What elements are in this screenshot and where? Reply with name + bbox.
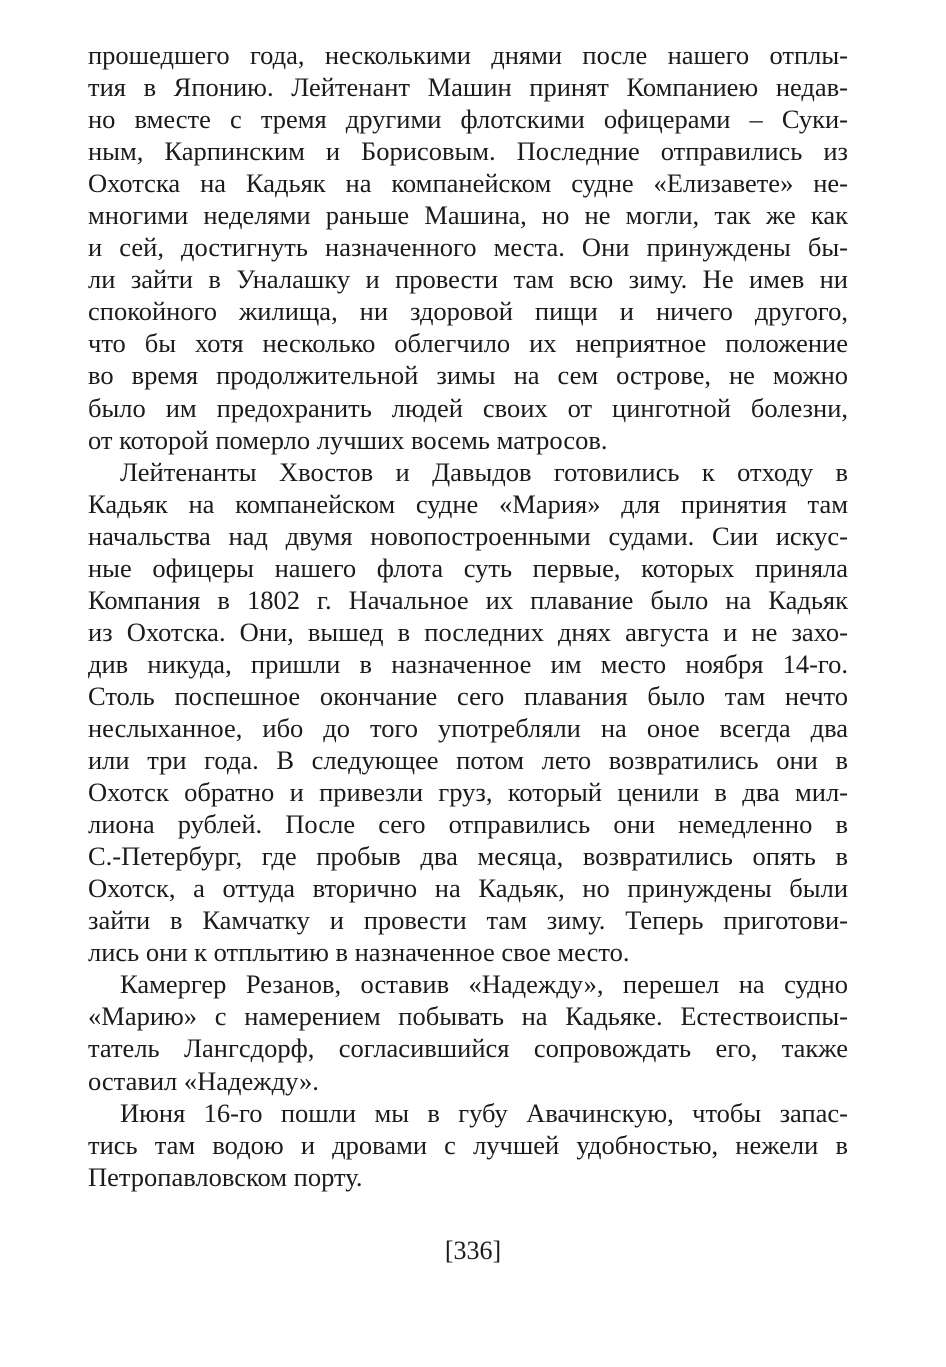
text-line: Кадьяк на компанейском судне «Мария» для принятия там [88, 488, 848, 519]
text-line: оставил «Надежду». [88, 1065, 319, 1096]
text-line: во время продолжительной зимы на сем острове, не можно [88, 360, 848, 391]
text-line: див никуда, пришли в назначенное им место ноября 14-го. [88, 648, 848, 679]
paragraph [88, 456, 848, 969]
text-line: Столь поспешное окончание сего плавания было там нечто [88, 680, 848, 711]
text-line: от которой померло лучших восемь матросов. [88, 424, 608, 455]
text-line: Охотск, а оттуда вторично на Кадьяк, но принуждены были [88, 873, 848, 904]
text-line: Охотска на Кадьяк на компанейском судне «Елизавете» не- [88, 168, 848, 199]
text-line: или три года. В следующее потом лето возвратились они в [88, 745, 848, 776]
text-line: тия в Японию. Лейтенант Машин принят Компаниею недав- [88, 72, 848, 103]
text-line: Июня 16-го пошли мы в губу Авачинскую, чтобы запас- [120, 1097, 848, 1128]
text-line: «Марию» с намерением побывать на Кадьяке. Естествоиспы- [88, 1001, 848, 1032]
page-number: [336] [444, 1236, 502, 1265]
text-line: татель Лангсдорф, согласившийся сопровождать его, также [88, 1033, 848, 1064]
text-line: было им предохранить людей своих от цинготной болезни, [88, 392, 848, 423]
text-line: начальства над двумя новопостроенными судами. Сии искус- [88, 520, 848, 551]
text-line: из Охотска. Они, вышед в последних днях августа и не захо- [88, 616, 848, 647]
paragraph [88, 39, 848, 456]
text-line: зайти в Камчатку и провести там зиму. Теперь приготови- [88, 905, 848, 936]
paragraph [88, 968, 848, 1096]
paragraph [88, 1097, 848, 1193]
text-line: Петропавловском порту. [88, 1161, 363, 1192]
text-line: лиона рублей. После сего отправились они немедленно в [88, 809, 848, 840]
text-line: тись там водою и дровами с лучшей удобностью, нежели в [88, 1129, 848, 1160]
text-line: Камергер Резанов, оставив «Надежду», перешел на судно [120, 969, 848, 1000]
text-line: Компания в 1802 г. Начальное их плавание было на Кадьяк [88, 584, 848, 615]
text-line: С.-Петербург, где пробыв два месяца, возвратились опять в [88, 841, 848, 872]
text-line: лись они к отплытию в назначенное свое место. [88, 937, 630, 968]
text-line: Лейтенанты Хвостов и Давыдов готовились к отходу в [120, 456, 848, 487]
text-line: ным, Карпинским и Борисовым. Последние отправились из [88, 136, 848, 167]
text-line: но вместе с тремя другими флотскими офицерами – Суки- [88, 104, 848, 135]
text-line: многими неделями раньше Машина, но не могли, так же как [88, 200, 848, 231]
text-line: неслыханное, ибо до того употребляли на оное всегда два [88, 712, 848, 743]
text-line: ли зайти в Уналашку и провести там всю зиму. Не имев ни [88, 264, 848, 295]
text-line: ные офицеры нашего флота суть первые, которых приняла [88, 552, 848, 583]
text-line: прошедшего года, несколькими днями после нашего отплы- [88, 40, 848, 70]
book-page-text [88, 39, 848, 1193]
text-line: что бы хотя несколько облегчило их неприятное положение [88, 328, 848, 359]
text-line: спокойного жилища, ни здоровой пищи и ничего другого, [88, 296, 848, 327]
text-line: и сей, достигнуть назначенного места. Они принуждены бы- [88, 232, 848, 263]
text-line: Охотск обратно и привезли груз, который ценили в два мил- [88, 777, 848, 808]
